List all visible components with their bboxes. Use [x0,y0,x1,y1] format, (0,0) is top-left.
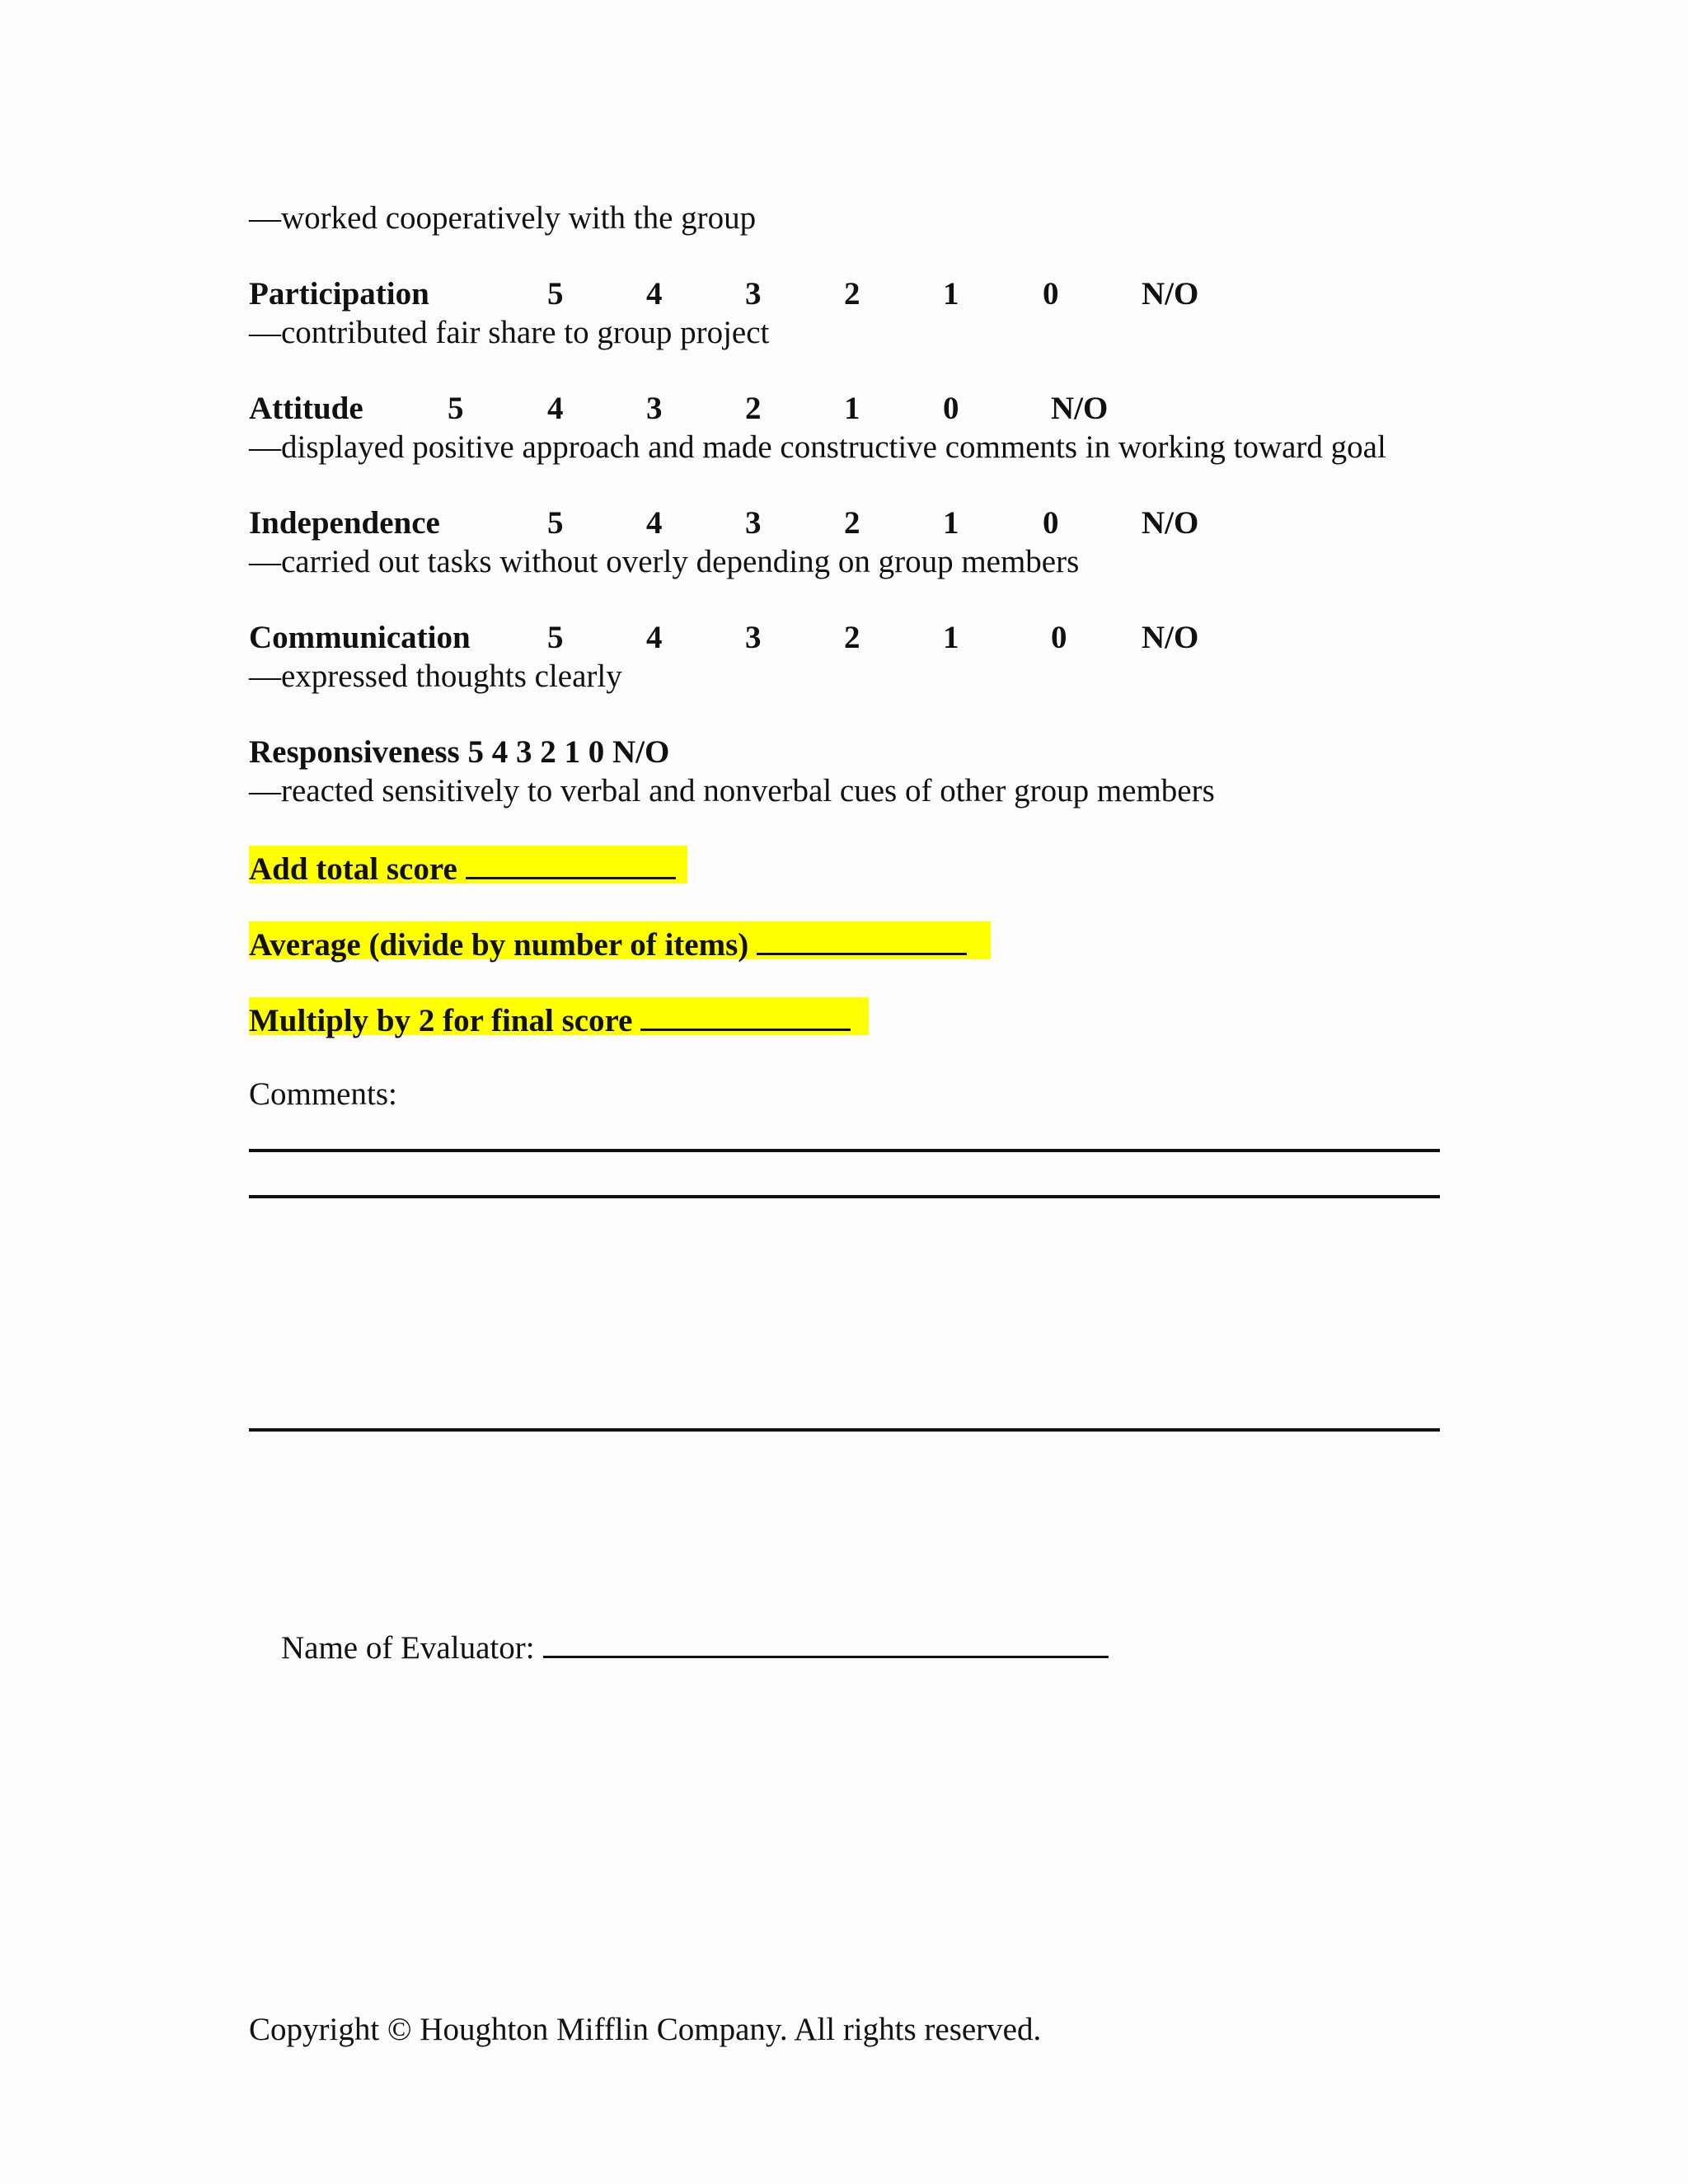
score-no[interactable]: N/O [1142,276,1199,312]
comments-line[interactable] [249,1195,1440,1198]
add-total-blank[interactable] [466,846,676,879]
score-2[interactable]: 2 [745,391,762,426]
score-3[interactable]: 3 [745,620,762,655]
comments-line[interactable] [249,1149,1440,1152]
final-score-blank[interactable] [640,997,851,1031]
score-3[interactable]: 3 [745,505,762,541]
criterion-label: Communication [249,620,471,655]
score-4[interactable]: 4 [547,391,564,426]
criterion-label: Participation [249,276,429,312]
score-4[interactable]: 4 [646,620,663,655]
score-5[interactable]: 5 [448,391,464,426]
criterion-description: —reacted sensitively to verbal and nonverbal cues of other group members [249,773,1215,808]
score-no[interactable]: N/O [1051,391,1109,426]
score-3[interactable]: 3 [646,391,663,426]
score-0[interactable]: 0 [1043,276,1059,312]
score-2[interactable]: 2 [844,505,860,541]
final-score-label: Multiply by 2 for final score [249,1003,633,1038]
average-label: Average (divide by number of items) [249,927,749,963]
evaluator-label: Name of Evaluator: [281,1630,535,1666]
score-no[interactable]: N/O [1142,505,1199,541]
intro-description: —worked cooperatively with the group [249,200,757,236]
criterion-description: —displayed positive approach and made constructive comments in working toward goal [249,429,1386,465]
score-0[interactable]: 0 [943,391,959,426]
score-no[interactable]: N/O [1142,620,1199,655]
criterion-row-responsiveness[interactable]: Responsiveness 5 4 3 2 1 0 N/O [249,734,670,770]
score-1[interactable]: 1 [943,505,959,541]
criterion-description: —expressed thoughts clearly [249,658,622,694]
score-0[interactable]: 0 [1043,505,1059,541]
average-score-field[interactable] [249,921,991,963]
score-5[interactable]: 5 [547,620,564,655]
comments-label: Comments: [249,1076,397,1112]
score-3[interactable]: 3 [745,276,762,312]
score-5[interactable]: 5 [547,505,564,541]
add-total-score-field[interactable] [249,846,687,887]
final-score-field[interactable] [249,997,869,1038]
copyright-notice: Copyright © Houghton Mifflin Company. All rights reserved. [249,2012,1042,2047]
score-2[interactable]: 2 [844,620,860,655]
comments-line[interactable] [249,1428,1440,1432]
add-total-label: Add total score [249,851,457,887]
score-4[interactable]: 4 [646,505,663,541]
score-5[interactable]: 5 [547,276,564,312]
average-blank[interactable] [757,921,967,955]
criterion-description: —carried out tasks without overly depending on group members [249,544,1080,579]
score-2[interactable]: 2 [844,276,860,312]
score-1[interactable]: 1 [844,391,860,426]
evaluator-name-line[interactable] [543,1626,1109,1658]
score-1[interactable]: 1 [943,620,959,655]
criterion-label: Independence [249,505,440,541]
criterion-label: Attitude [249,391,363,426]
score-0[interactable]: 0 [1051,620,1067,655]
evaluator-field [249,1586,1109,1708]
score-4[interactable]: 4 [646,276,663,312]
criterion-description: —contributed fair share to group project [249,315,770,350]
score-1[interactable]: 1 [943,276,959,312]
